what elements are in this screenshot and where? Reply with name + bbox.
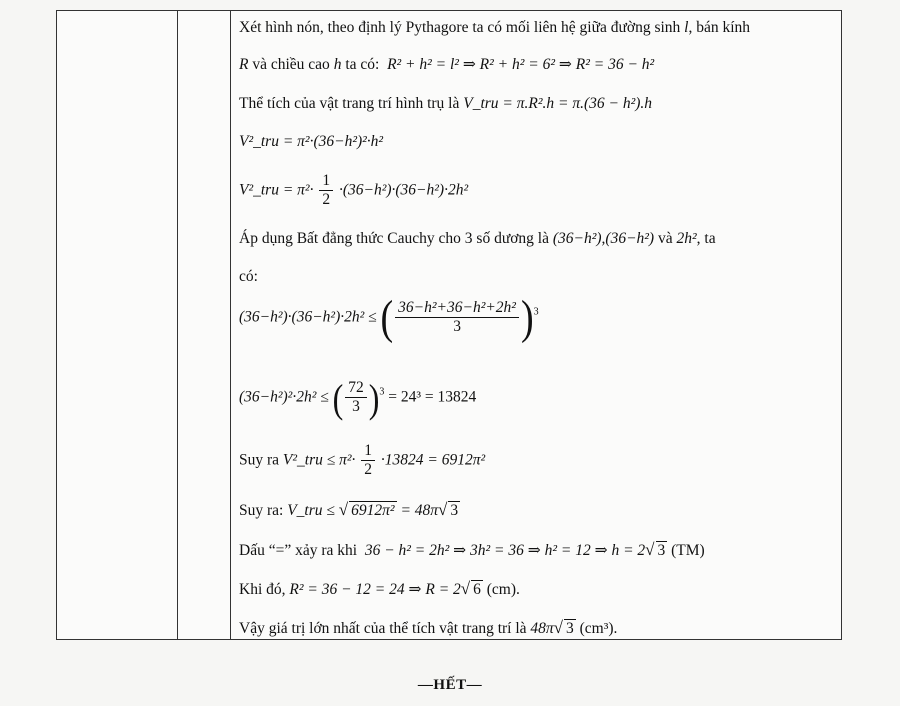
numerator: 1 bbox=[319, 172, 333, 191]
text: Áp dụng Bất đẳng thức Cauchy cho 3 số dương là bbox=[239, 230, 549, 247]
radius-equation: R² = 36 − 12 = 24 ⇒ R = 2 bbox=[289, 581, 461, 598]
right-paren: ) bbox=[368, 375, 380, 421]
line-14 bbox=[239, 619, 617, 637]
line-6 bbox=[239, 231, 716, 247]
text: và chiều cao bbox=[252, 56, 330, 73]
end-marker: —HẾT— bbox=[417, 677, 483, 693]
text: Suy ra bbox=[239, 451, 280, 469]
equation-part: = 48π bbox=[400, 502, 439, 519]
text: và bbox=[657, 230, 673, 247]
fraction-half bbox=[361, 442, 375, 479]
line-11 bbox=[239, 501, 460, 519]
text: , ta bbox=[696, 230, 716, 247]
line-1 bbox=[239, 20, 750, 36]
text: có: bbox=[239, 268, 258, 285]
sqrt-content: 3 bbox=[450, 502, 459, 519]
sqrt-sign: √ bbox=[338, 500, 349, 519]
text: , bán kính bbox=[688, 19, 751, 36]
denominator: 2 bbox=[364, 460, 373, 478]
text: (cm). bbox=[486, 581, 520, 598]
equation-part: V²_tru = π²· bbox=[239, 181, 314, 199]
text: Xét hình nón, theo định lý Pythagore ta có mối liên hệ giữa đường sinh bbox=[239, 19, 681, 36]
volume-squared-equation: V²_tru = π²·(36−h²)²·h² bbox=[239, 133, 384, 150]
line-10 bbox=[239, 442, 485, 479]
sqrt-content: 3 bbox=[566, 620, 574, 637]
denominator: 2 bbox=[322, 190, 331, 208]
numerator: 1 bbox=[361, 442, 375, 461]
cauchy-lhs: (36−h²)·(36−h²)·2h² ≤ bbox=[239, 308, 377, 326]
pythagore-equation: R² + h² = l² ⇒ R² + h² = 6² ⇒ R² = 36 − h² bbox=[387, 56, 655, 73]
sqrt-sign: √ bbox=[460, 579, 471, 598]
exponent: 3 bbox=[379, 386, 385, 398]
sqrt-content: 3 bbox=[657, 542, 666, 559]
equality-condition: 36 − h² = 2h² ⇒ 3h² = 36 ⇒ h² = 12 ⇒ h = 2 bbox=[364, 542, 646, 559]
left-paren: ( bbox=[332, 375, 344, 421]
volume-equation: V_tru = π.R².h = π.(36 − h²).h bbox=[463, 95, 653, 112]
equation-part: V²_tru ≤ π²· bbox=[282, 451, 356, 469]
exponent: 3 bbox=[533, 306, 539, 318]
fraction-72-3 bbox=[345, 379, 367, 416]
line-3 bbox=[239, 96, 652, 112]
left-paren: ( bbox=[380, 291, 394, 345]
line-12 bbox=[239, 541, 705, 559]
equation-rhs: = 24³ = 13824 bbox=[388, 388, 477, 406]
var-R: R bbox=[239, 56, 249, 73]
equation-part: V_tru ≤ bbox=[287, 502, 335, 519]
equation-lhs: (36−h²)²·2h² ≤ bbox=[239, 388, 329, 406]
denominator: 3 bbox=[453, 318, 461, 336]
text: ta có: bbox=[345, 56, 380, 73]
line-2 bbox=[239, 57, 654, 73]
equation-part: ·(36−h²)·(36−h²)·2h² bbox=[338, 181, 469, 199]
sqrt-content: 6 bbox=[473, 581, 481, 598]
equation: 2h² bbox=[676, 230, 697, 247]
line-7 bbox=[239, 269, 258, 285]
right-paren: ) bbox=[520, 291, 534, 345]
text: Vậy giá trị lớn nhất của thể tích vật trang trí là bbox=[239, 620, 527, 637]
equation: (36−h²),(36−h²) bbox=[552, 230, 655, 247]
text: Thể tích của vật trang trí hình trụ là bbox=[239, 95, 460, 112]
fraction-half bbox=[319, 172, 333, 209]
text: Khi đó, bbox=[239, 581, 286, 598]
denominator: 3 bbox=[352, 397, 360, 415]
max-volume: 48π bbox=[530, 620, 554, 637]
text: (cm³). bbox=[579, 620, 618, 637]
text: Suy ra: bbox=[239, 502, 284, 519]
sqrt-sign: √ bbox=[438, 500, 448, 519]
line-9 bbox=[239, 375, 477, 421]
sqrt-sign: √ bbox=[553, 618, 564, 637]
line-4 bbox=[239, 134, 383, 150]
sqrt-sign: √ bbox=[645, 540, 655, 559]
text: Dấu “=” xảy ra khi bbox=[239, 542, 358, 559]
column-divider-1 bbox=[177, 11, 178, 639]
cauchy-fraction bbox=[395, 299, 519, 336]
line-13 bbox=[239, 580, 520, 598]
line-5 bbox=[239, 172, 468, 209]
numerator: 72 bbox=[345, 379, 367, 398]
text: (TM) bbox=[671, 542, 705, 559]
numerator: 36−h²+36−h²+2h² bbox=[395, 299, 519, 318]
var-h: h bbox=[333, 56, 342, 73]
line-8 bbox=[239, 291, 539, 345]
sqrt-content: 6912π² bbox=[351, 502, 395, 519]
column-divider-2 bbox=[230, 11, 231, 639]
equation-part: ·13824 = 6912π² bbox=[380, 451, 486, 469]
solution-table bbox=[56, 10, 842, 640]
var-l: l bbox=[684, 19, 689, 36]
